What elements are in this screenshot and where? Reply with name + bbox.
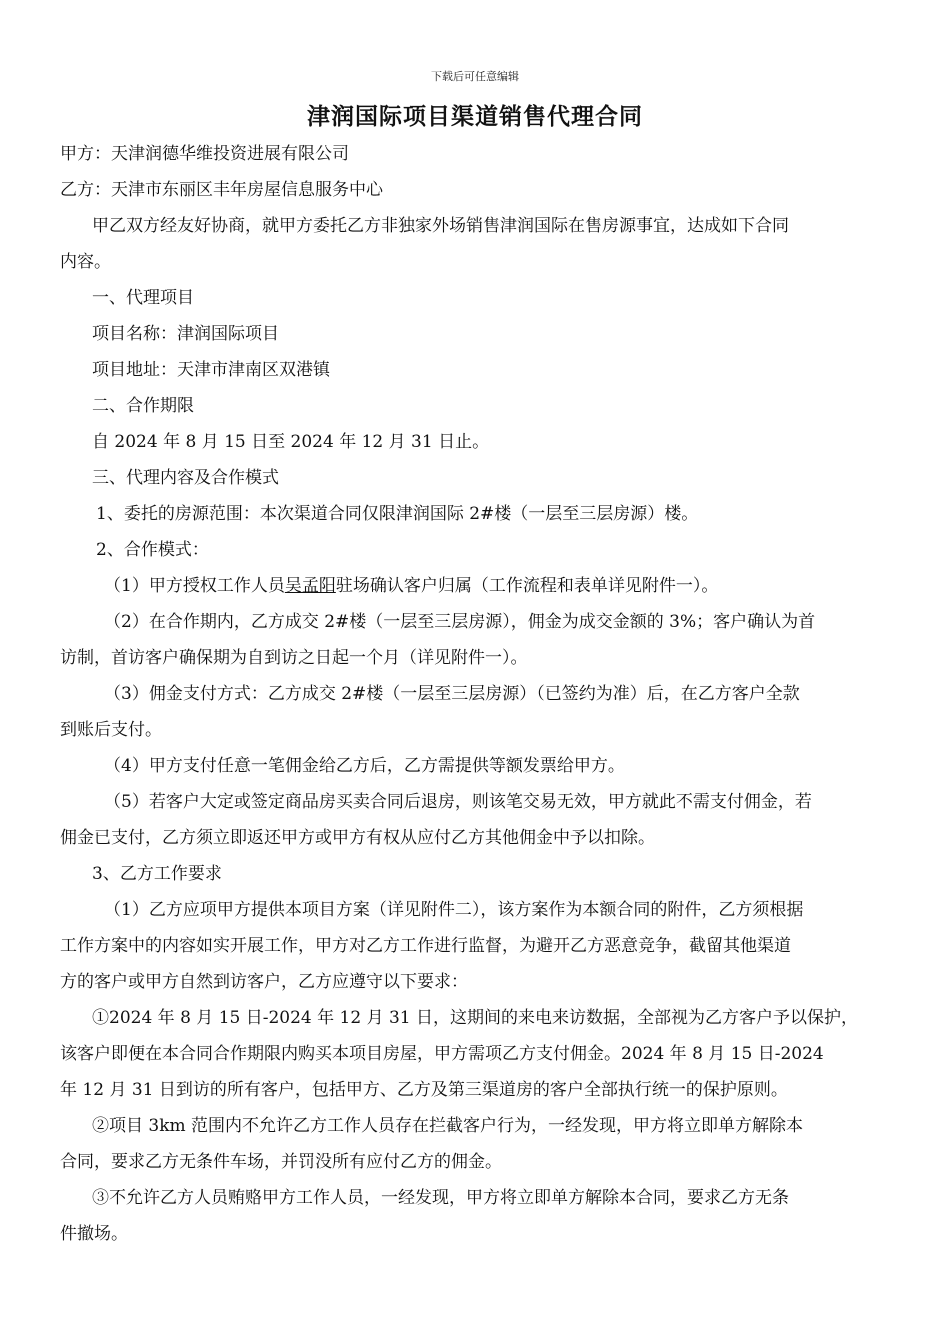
clause-2-5: （5）若客户大定或签定商品房买卖合同后退房，则该笔交易无效，甲方就此不需支付佣金，若 [104, 792, 812, 812]
clause-3-1-cont-a: 工作方案中的内容如实开展工作，甲方对乙方工作进行监督，为避开乙方恶意竞争，截留其他渠道 [60, 936, 791, 956]
intro-paragraph: 甲乙双方经友好协商，就甲方委托乙方非独家外场销售津润国际在售房源事宜，达成如下合同 [92, 216, 789, 236]
project-name: 项目名称：津润国际项目 [92, 324, 279, 344]
header-note: 下载后可任意编辑 [431, 70, 519, 83]
clause-3-heading: 3、乙方工作要求 [92, 864, 222, 884]
requirement-1-cont-a: 该客户即便在本合同合作期限内购买本项目房屋，甲方需项乙方支付佣金。2024 年 8 月 15 日-2024 [60, 1044, 824, 1064]
contract-title: 津润国际项目渠道销售代理合同 [307, 103, 643, 130]
requirement-1: ①2024 年 8 月 15 日-2024 年 12 月 31 日，这期间的来电来访数据，全部视为乙方客户予以保护， [92, 1008, 859, 1028]
party-b: 乙方：天津市东丽区丰年房屋信息服务中心 [60, 180, 383, 200]
section-heading-3: 三、代理内容及合作模式 [92, 468, 279, 488]
clause-2-4: （4）甲方支付任意一笔佣金给乙方后，乙方需提供等额发票给甲方。 [104, 756, 625, 776]
clause-2-1-pre: （1）甲方授权工作人员 [104, 576, 285, 596]
clause-1: 1、委托的房源范围：本次渠道合同仅限津润国际 2#楼（一层至三层房源）楼。 [96, 504, 699, 524]
cooperation-period: 自 2024 年 8 月 15 日至 2024 年 12 月 31 日止。 [92, 432, 490, 452]
section-heading-2: 二、合作期限 [92, 396, 194, 416]
clause-3-1: （1）乙方应项甲方提供本项目方案（详见附件二），该方案作为本额合同的附件，乙方须根据 [104, 900, 804, 920]
clause-2-3: （3）佣金支付方式：乙方成交 2#楼（一层至三层房源）（已签约为准）后，在乙方客户全款 [104, 684, 800, 704]
project-address: 项目地址：天津市津南区双港镇 [92, 360, 330, 380]
requirement-3: ③不允许乙方人员贿赂甲方工作人员，一经发现，甲方将立即单方解除本合同，要求乙方无条 [92, 1188, 789, 1208]
clause-2-3-cont: 到账后支付。 [60, 720, 162, 740]
section-heading-1: 一、代理项目 [92, 288, 194, 308]
party-a: 甲方：天津润德华维投资进展有限公司 [60, 144, 349, 164]
clause-2-2: （2）在合作期内，乙方成交 2#楼（一层至三层房源），佣金为成交金额的 3%；客户确认为首 [104, 612, 816, 632]
clause-2-1 [60, 568, 892, 604]
clause-2-1-post: 驻场确认客户归属（工作流程和表单详见附件一）。 [335, 576, 719, 596]
staff-name: 吴孟阳 [284, 576, 336, 596]
requirement-1-cont-b: 年 12 月 31 日到访的所有客户，包括甲方、乙方及第三渠道房的客户全部执行统一的保护原则。 [60, 1080, 788, 1100]
clause-3-1-cont-b: 方的客户或甲方自然到访客户，乙方应遵守以下要求： [60, 972, 468, 992]
requirement-2-cont: 合同，要求乙方无条件车场，并罚没所有应付乙方的佣金。 [60, 1152, 502, 1172]
requirement-3-cont: 件撤场。 [60, 1224, 128, 1244]
requirement-2: ②项目 3km 范围内不允许乙方工作人员存在拦截客户行为，一经发现，甲方将立即单方解除本 [92, 1116, 804, 1136]
clause-2-2-cont: 访制，首访客户确保期为自到访之日起一个月（详见附件一）。 [60, 648, 528, 668]
clause-2-heading: 2、合作模式： [96, 540, 209, 560]
intro-paragraph-cont: 内容。 [60, 252, 111, 272]
clause-2-5-cont: 佣金已支付，乙方须立即返还甲方或甲方有权从应付乙方其他佣金中予以扣除。 [60, 828, 655, 848]
contract-body [60, 136, 892, 1252]
